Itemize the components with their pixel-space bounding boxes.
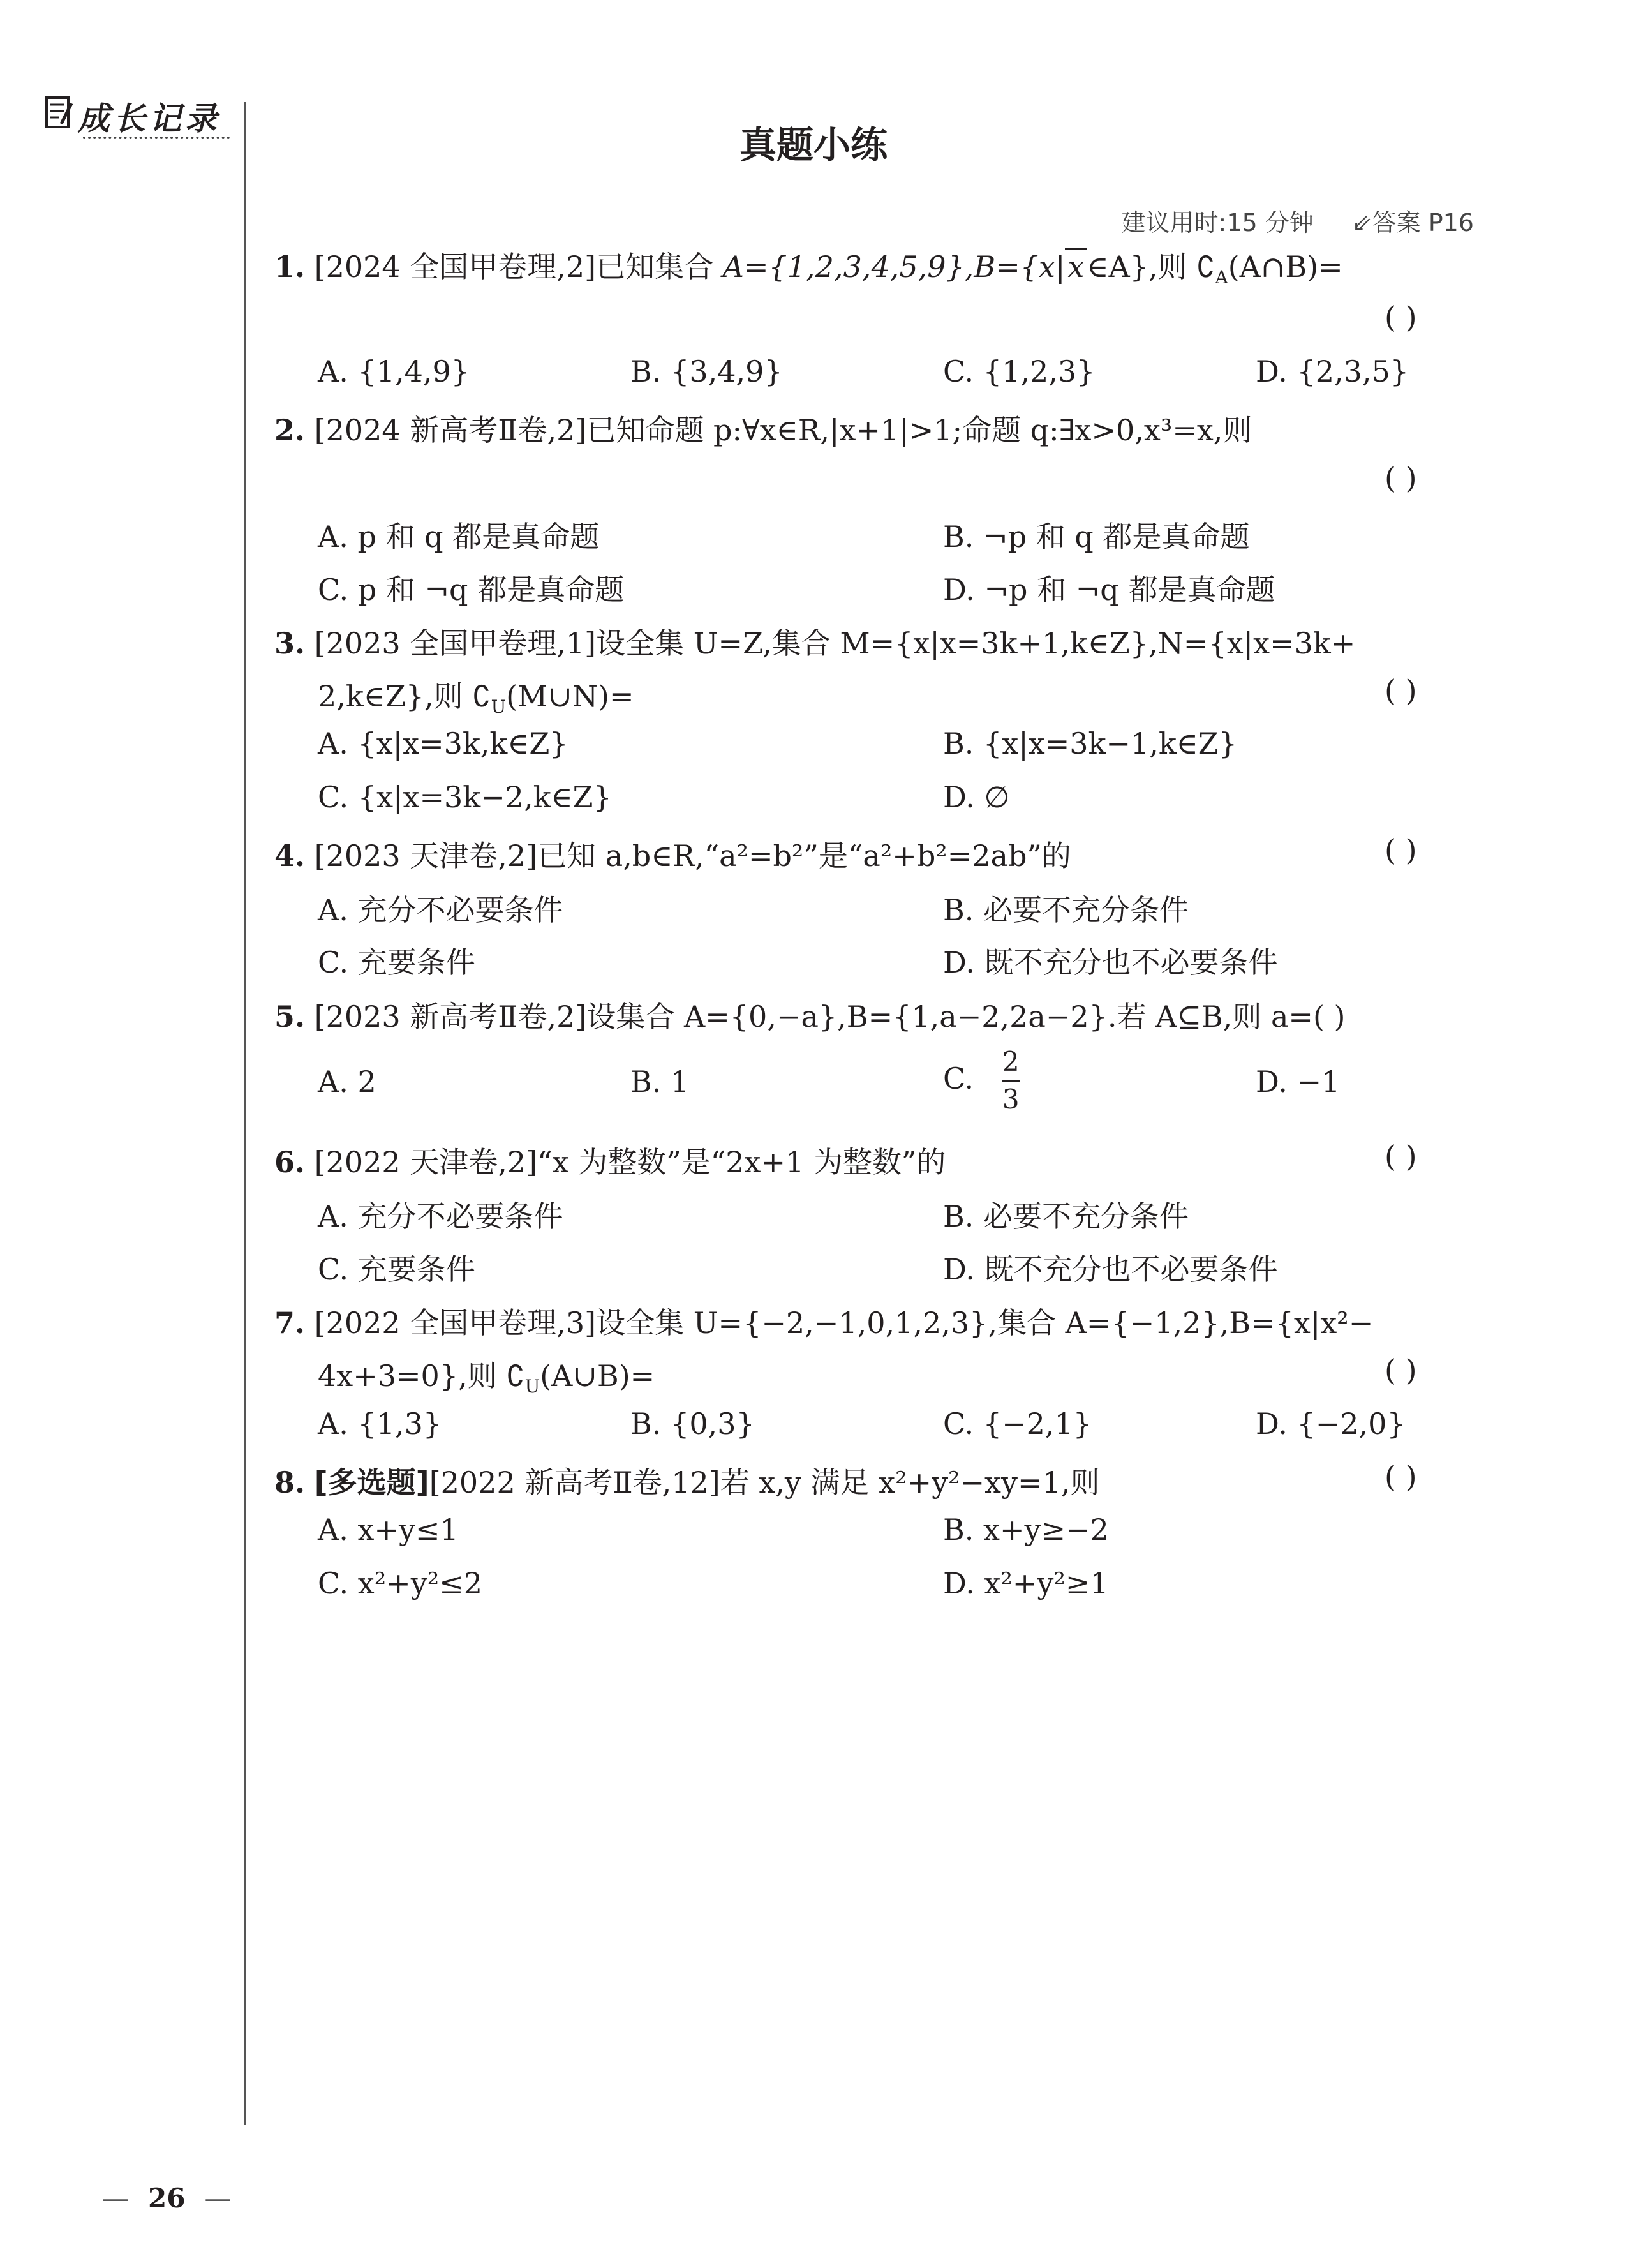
option-d: D. x²+y²≥1 (943, 1566, 1109, 1600)
fraction-numerator: 2 (1002, 1046, 1020, 1077)
option-d: D. 既不充分也不必要条件 (943, 1252, 1278, 1287)
option-a: A. p 和 q 都是真命题 (318, 519, 600, 554)
question-source: [2022 天津卷,2] (314, 1145, 538, 1179)
option-c: C. x²+y²≤2 (318, 1566, 482, 1600)
page-title: 真题小练 (739, 123, 888, 167)
answer-paren: ( ) (1385, 673, 1417, 708)
page-number (83, 2182, 250, 2214)
option-a: A. {x|x=3k,k∈Z} (318, 726, 568, 761)
option-b: B. 1 (630, 1064, 690, 1099)
question-text: (A∪B)= (540, 1359, 655, 1393)
page-number-value: 26 (148, 2182, 186, 2214)
question-source: [2023 新高考Ⅱ卷,2] (314, 999, 587, 1034)
question-text: 若 x,y 满足 x²+y²−xy=1,则 (720, 1465, 1100, 1500)
option-c: C. {x|x=3k−2,k∈Z} (318, 780, 612, 814)
option-d: D. ¬p 和 ¬q 都是真命题 (943, 572, 1275, 607)
question-text: (M∪N)= (506, 679, 634, 713)
option-a: A. 2 (318, 1064, 376, 1099)
option-b: B. {0,3} (630, 1406, 755, 1441)
answer-paren: ( ) (1385, 833, 1417, 867)
answer-paren: ( ) (1385, 1353, 1417, 1387)
option-d: D. 既不充分也不必要条件 (943, 945, 1278, 980)
question-6 (274, 1139, 946, 1181)
option-c: C. p 和 ¬q 都是真命题 (318, 572, 625, 607)
option-c: C. 充要条件 (318, 1252, 475, 1287)
question-text: 4x+3=0},则 ∁ (318, 1359, 525, 1393)
question-4 (274, 833, 1071, 875)
question-text: A={1,2,3,4,5,9},B={x| (722, 250, 1066, 284)
option-d: D. ∅ (943, 780, 1010, 814)
option-a: A. {1,4,9} (318, 354, 470, 389)
option-c: C. {−2,1} (943, 1406, 1092, 1441)
option-d: D. −1 (1256, 1064, 1341, 1099)
option-a: A. 充分不必要条件 (318, 893, 563, 927)
question-8 (274, 1459, 1099, 1502)
question-text: 已知命题 p:∀x∈R,|x+1|>1;命题 q:∃x>0,x³=x,则 (586, 413, 1252, 447)
dash-left: — (102, 2182, 129, 2214)
question-source: [2023 天津卷,2] (314, 839, 538, 873)
question-source: [2023 全国甲卷理,1] (314, 626, 597, 660)
option-d: D. {−2,0} (1256, 1406, 1406, 1441)
option-a: A. x+y≤1 (318, 1512, 459, 1547)
question-text: “x 为整数”是“2x+1 为整数”的 (537, 1145, 946, 1179)
question-number: 3. (274, 626, 306, 660)
option-c: C. {1,2,3} (943, 354, 1096, 389)
answer-paren: ( ) (1385, 1459, 1417, 1494)
question-source: [2024 新高考Ⅱ卷,2] (314, 413, 587, 447)
answer-paren: ( ) (1385, 1139, 1417, 1174)
answer-paren: ( ) (1385, 300, 1417, 334)
question-number: 6. (274, 1145, 306, 1179)
question-7-cont (318, 1353, 655, 1397)
question-number: 2. (274, 413, 306, 447)
question-1 (274, 244, 1343, 288)
question-text: 已知集合 (596, 250, 723, 284)
question-text: 2,k∈Z},则 ∁ (318, 679, 491, 713)
question-text: 已知 a,b∈R,“a²=b²”是“a²+b²=2ab”的 (537, 839, 1071, 873)
question-text: x (1067, 250, 1085, 284)
option-b: B. 必要不充分条件 (943, 1199, 1189, 1234)
margin-divider (244, 102, 246, 2125)
answer-paren: ( ) (1385, 461, 1417, 495)
fraction (1002, 1047, 1020, 1115)
option-b: B. x+y≥−2 (943, 1512, 1109, 1547)
time-hint (1122, 203, 1474, 238)
option-b: B. {3,4,9} (630, 354, 783, 389)
option-a: A. {1,3} (318, 1406, 442, 1441)
option-c: C. 充要条件 (318, 945, 475, 980)
question-3 (274, 620, 1355, 662)
question-2 (274, 407, 1252, 449)
question-5 (274, 994, 1345, 1036)
fraction-denominator: 3 (1002, 1084, 1020, 1115)
brand-title: 成长记录 (78, 100, 221, 137)
question-text: (A∩B)= (1228, 250, 1343, 284)
question-number: 8. (274, 1465, 306, 1500)
question-source: [2022 全国甲卷理,3] (314, 1306, 597, 1340)
subscript: A (1215, 267, 1228, 288)
option-label: C. (943, 1061, 974, 1096)
subscript: U (524, 1376, 540, 1397)
option-b: B. {x|x=3k−1,k∈Z} (943, 726, 1237, 761)
question-3-cont (318, 673, 634, 717)
option-a: A. 充分不必要条件 (318, 1199, 563, 1234)
suggested-time: 建议用时:15 分钟 (1121, 209, 1314, 237)
option-d: D. {2,3,5} (1256, 354, 1409, 389)
subscript: U (491, 696, 507, 717)
question-7 (274, 1300, 1373, 1342)
multi-select-tag: [多选题] (314, 1465, 429, 1500)
question-text: 设全集 U={−2,−1,0,1,2,3},集合 A={−1,2},B={x|x²− (596, 1306, 1374, 1340)
answer-ref: ⇙答案 P16 (1351, 209, 1474, 237)
dash-right: — (204, 2182, 232, 2214)
question-source: [2022 新高考Ⅱ卷,12] (429, 1465, 720, 1500)
question-text: ∈A},则 ∁ (1087, 250, 1215, 284)
question-number: 1. (274, 250, 306, 284)
option-b: B. ¬p 和 q 都是真命题 (943, 519, 1250, 554)
option-c (943, 1047, 1020, 1115)
question-text: 设全集 U=Z,集合 M={x|x=3k+1,k∈Z},N={x|x=3k+ (596, 626, 1356, 660)
question-number: 4. (274, 839, 306, 873)
question-number: 7. (274, 1306, 306, 1340)
question-source: [2024 全国甲卷理,2] (314, 250, 597, 284)
question-text: 设集合 A={0,−a},B={1,a−2,2a−2}.若 A⊆B,则 a=( ) (586, 999, 1346, 1034)
question-number: 5. (274, 999, 306, 1034)
option-b: B. 必要不充分条件 (943, 893, 1189, 927)
